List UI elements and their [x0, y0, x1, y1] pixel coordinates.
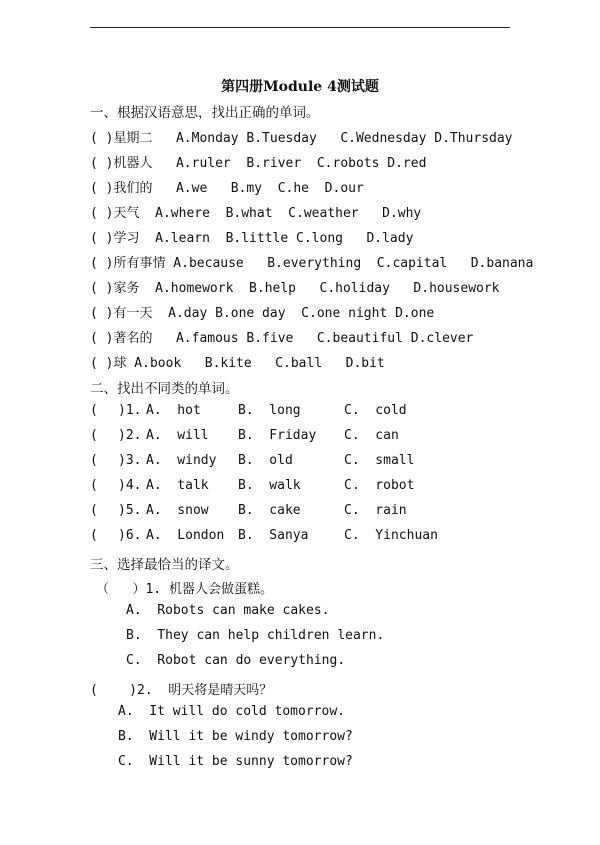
section1-item-5: ( )学习 A.learn B.little C.long D.lady — [90, 231, 414, 246]
option-a: A. hot — [146, 403, 201, 418]
option-a: A. windy — [146, 453, 217, 468]
option-b: B. long — [238, 403, 301, 418]
answer-blank: ( — [90, 453, 98, 468]
question-number: )1. — [118, 403, 142, 418]
section3-q1-option-b: B. They can help children learn. — [126, 628, 385, 643]
section1-item-7: ( )家务 A.homework B.help C.holiday D.housework — [90, 281, 500, 296]
answer-blank: ( — [90, 478, 98, 493]
section1-item-9: ( )著名的 A.famous B.five C.beautiful D.clever — [90, 331, 474, 346]
section3-q2-option-c: C. Will it be sunny tomorrow? — [118, 754, 353, 769]
option-c: C. cold — [344, 403, 407, 418]
section1-item-3: ( )我们的 A.we B.my C.he D.our — [90, 181, 364, 196]
option-b: B. Sanya — [238, 528, 309, 543]
option-a: A. London — [146, 528, 225, 543]
section1-item-4: ( )天气 A.where B.what C.weather D.why — [90, 206, 422, 221]
option-c: C. Yinchuan — [344, 528, 438, 543]
section1-item-6: ( )所有事情 A.because B.everything C.capital D.banana — [90, 256, 534, 271]
option-a: A. snow — [146, 503, 209, 518]
section3-q1-stem: （ ）1. 机器人会做蛋糕。 — [96, 582, 273, 597]
question-number: )3. — [118, 453, 142, 468]
option-b: B. old — [238, 453, 293, 468]
option-b: B. walk — [238, 478, 301, 493]
section3-q1-option-a: A. Robots can make cakes. — [126, 603, 330, 618]
page-title: 第四册Module 4测试题 — [221, 79, 379, 95]
option-c: C. small — [344, 453, 415, 468]
option-b: B. Friday — [238, 428, 317, 443]
section1-item-10: ( )球 A.book B.kite C.ball D.bit — [90, 356, 385, 371]
section1-item-2: ( )机器人 A.ruler B.river C.robots D.red — [90, 156, 427, 171]
section3-heading: 三、选择最恰当的译文。 — [90, 557, 239, 573]
section1-item-8: ( )有一天 A.day B.one day C.one night D.one — [90, 306, 435, 321]
section3-q1-option-c: C. Robot can do everything. — [126, 653, 346, 668]
option-c: C. can — [344, 428, 399, 443]
answer-blank: ( — [90, 503, 98, 518]
question-number: )6. — [118, 528, 142, 543]
section1-item-1: ( )星期二 A.Monday B.Tuesday C.Wednesday D.Thursday — [90, 131, 513, 146]
question-number: )5. — [118, 503, 142, 518]
answer-blank: ( — [90, 528, 98, 543]
answer-blank: ( — [90, 403, 98, 418]
question-number: )4. — [118, 478, 142, 493]
section3-q2-stem: ( )2. 明天将是晴天吗？ — [90, 683, 273, 698]
option-a: A. will — [146, 428, 209, 443]
option-b: B. cake — [238, 503, 301, 518]
header-rule — [90, 27, 510, 28]
answer-blank: ( — [90, 428, 98, 443]
option-c: C. rain — [344, 503, 407, 518]
option-a: A. talk — [146, 478, 209, 493]
section3-q2-option-b: B. Will it be windy tomorrow? — [118, 729, 353, 744]
section2-heading: 二、找出不同类的单词。 — [90, 381, 239, 397]
section1-heading: 一、根据汉语意思，找出正确的单词。 — [90, 105, 320, 121]
question-number: )2. — [118, 428, 142, 443]
option-c: C. robot — [344, 478, 415, 493]
section3-q2-option-a: A. It will do cold tomorrow. — [118, 704, 345, 719]
